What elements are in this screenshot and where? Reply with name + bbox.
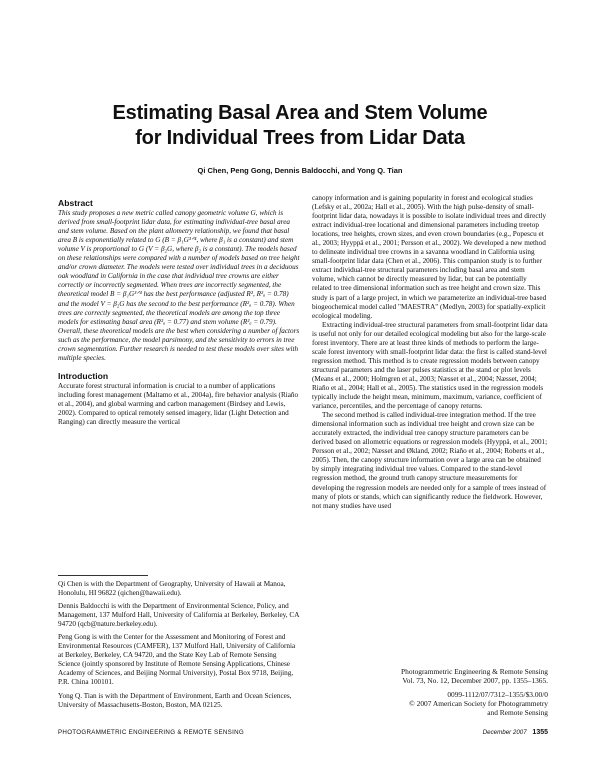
paper-title-line-1: Estimating Basal Area and Stem Volume <box>112 102 488 125</box>
author-list: Qi Chen, Peng Gong, Dennis Baldocchi, and Yong Q. Tian <box>197 166 403 175</box>
body-paragraph-1: canopy information and is gaining popularity in forest and ecological studies (Lefsky et al., 2002a; Hall et al., 2005). With the high pulse-density of small-footprint lidar data, nowadays it is possible to isolate individual trees and directly extract individual-tree locational and dimensional parameters including treetop locations, tree heights, crown sizes, and even crown boundaries (e.g., Popescu et al., 2003; Hyyppä et al., 2001; Persson et al., 2002). We developed a new method to delineate individual tree crowns in a savanna woodland in California using small-footprint lidar data (Chen et al., 2006). This companion study is to further extract individual-tree structural parameters including basal area and stem volume, which cannot be directly measured by lidar, but can be potentially related to tree dimensional information such as tree height and crown size. This study is part of a large project, in which we parameterize an individual-tree based biogeochemical model called "MAESTRA" (Medlyn, 2003) for spatially-explicit ecological modeling. <box>312 194 547 320</box>
introduction-heading: Introduction <box>58 370 109 381</box>
body-paragraph-2: Extracting individual-tree structural parameters from small-footprint lidar data is useful not only for our detailed ecological modeling but also for the large-scale forest inventory. There are at least three kinds of methods to perform the large-scale forest inventory with small-footprint lidar data: the first is called stand-level regression method. This method is to create regression models between canopy structural parameters and the laser pulses statistics at the stand or plot levels (Means et al., 2000; Holmgren et al., 2003; Næsset et al., 2004; Næsset, 2004; Riaño et al., 2004; Hall et al., 2005). The statistics used in the regression models typically include the height mean, minimum, maximum, variance, coefficient of variance, percentiles, and the percentage of canopy returns. <box>312 320 548 411</box>
page-footer <box>58 729 548 741</box>
right-column <box>312 194 548 511</box>
footer-date-page <box>483 729 548 736</box>
journal-issn: 0099-1112/07/7312–1355/$3.00/0 <box>447 690 548 699</box>
footer-date: December 2007 <box>482 729 527 736</box>
author-affiliations <box>58 580 300 714</box>
footnote-divider <box>58 575 148 576</box>
affiliation-gong: Peng Gong is with the Center for the Assessment and Monitoring of Forest and Environmental Resources (CAMFER), 137 Mulford Hall, University of California at Berkeley, Berkeley, CA 94720, and the State Key Lab of Remote Sensing Science (jointly sponsored by Institute of Remote Sensing Applications, Chinese Academy of Sciences, and Beijing Normal University), Postal Box 9718, Beijing, P.R. China 100101. <box>58 633 296 687</box>
abstract-text: This study proposes a new metric called canopy geometric volume G, which is derived from small-footprint lidar data, for estimating individual-tree basal area and stem volume. Based on the plant allometry relationship, we found that basal area B is exponentially related to G (B = β₁G³ᐟ⁴, where β₁ is a constant) and stem volume V is proportional to G (V = β₂G, where β₂ is a constant). The models based on these relationships were compared with a number of models based on tree height and/or crown diameter. The models were tested over individual trees in a deciduous oak woodland in California in the case that individual tree crowns are either correctly or incorrectly segmented. When trees are incorrectly segmented, the theoretical model B = β₁G³ᐟ⁴ has the best performance (adjusted R², R²ₐ = 0.78) and the model V = β₂G has the second to the best performance (R²ₐ = 0.78). When trees are correctly segmented, the theoretical models are among the top three models for estimating basal area (R²ₐ = 0.77) and stem volume (R²ₐ = 0.79). Overall, these theoretical models are the best when considering a number of factors such as the performance, the model parsimony, and the sensitivity to errors in tree crown segmentation. Further research is needed to test these models over sites with multiple species. <box>58 209 300 362</box>
left-column <box>58 199 300 427</box>
paper-title <box>60 101 540 151</box>
affiliation-tian: Yong Q. Tian is with the Department of Environment, Earth and Ocean Sciences, University of Massachusetts-Boston, Boston, MA 02125. <box>58 691 292 709</box>
body-paragraph-3: The second method is called individual-tree integration method. If the tree dimensional information such as individual tree height and crown size can be accurately extracted, the individual tree canopy structure parameters can be derived based on allometric equations or regression models (Hyyppä, et al., 2001; Persson et al., 2002; Næsset and Økland, 2002; Riaño et al., 2004; Roberts et al., 2005). Then, the canopy structure information over a large area can be obtained by simply integrating individual tree values. Compared to the stand-level regression method, the ground truth canopy structure measurements for developing the regression models are needed only for a sample of trees instead of many of plots or stands, which can significantly reduce the fieldwork. However, not many studies have used <box>312 411 548 510</box>
affiliation-baldocchi: Dennis Baldocchi is with the Department of Environmental Science, Policy, and Management, 137 Mulford Hall, University of California at Berkeley, Berkeley, CA 94720 (qcb@nature.berkeley.edu). <box>58 602 299 629</box>
copyright-line: © 2007 American Society for Photogrammetry <box>409 699 548 708</box>
journal-citation-box <box>358 667 548 717</box>
paper-title-line-2: for Individual Trees from Lidar Data <box>135 127 465 150</box>
affiliation-chen: Qi Chen is with the Department of Geography, University of Hawaii at Manoa, Honolulu, HI 96822 (qichen@hawaii.edu). <box>58 580 286 598</box>
page-number: 1355 <box>532 729 548 736</box>
journal-volume: Vol. 73, No. 12, December 2007, pp. 1355–1365. <box>402 676 548 685</box>
journal-name: Photogrammetric Engineering & Remote Sensing <box>401 667 548 676</box>
introduction-text: Accurate forest structural information is crucial to a number of applications including forest management (Maltamo et al., 2004a), fire behavior analysis (Riaño et al., 2004), and global warming and carbon management (Birdsey and Lewis, 2002). Compared to optical remotely sensed imagery, lidar (Light Detection and Ranging) can directly measure the vertical <box>58 381 299 427</box>
abstract-heading: Abstract <box>58 198 93 208</box>
footer-journal-name: PHOTOGRAMMETRIC ENGINEERING & REMOTE SENSING <box>58 729 245 736</box>
copyright-society: and Remote Sensing <box>487 708 548 717</box>
